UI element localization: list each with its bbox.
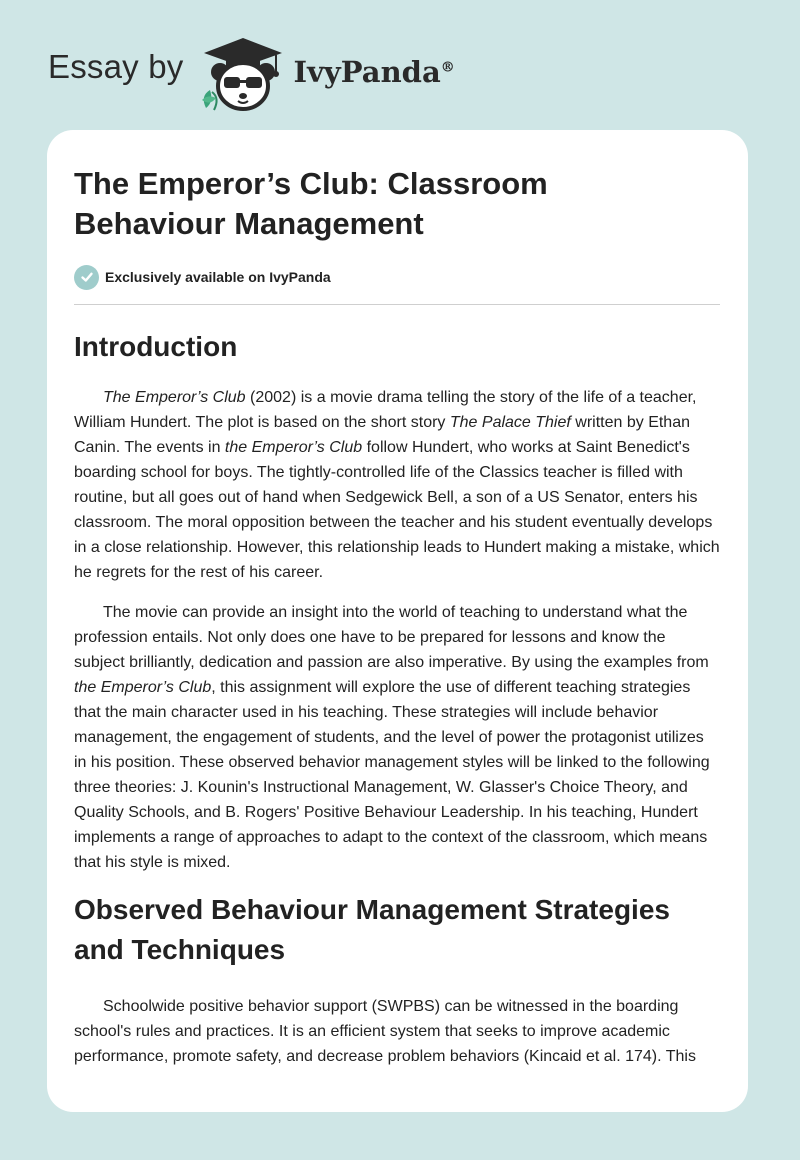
panda-graduate-logo-icon[interactable]: [198, 34, 288, 114]
check-circle-icon: [74, 265, 99, 290]
essay-by-label: Essay by: [48, 48, 184, 85]
section-heading-introduction: Introduction: [74, 331, 238, 362]
page-title: The Emperor’s Club: Classroom Behaviour Management: [74, 166, 548, 241]
divider: [74, 304, 720, 305]
observed-paragraph-1: Schoolwide positive behavior support (SWPBS) can be witnessed in the boarding school's rules and practices. It is an efficient system that seeks to improve academic performance, promote safety, and decrease problem behaviors (Kincaid et al. 174). This: [74, 998, 696, 1065]
section-heading-observed-strategies: Observed Behaviour Management Strategies and Techniques: [74, 894, 670, 965]
essay-card: [47, 130, 748, 1112]
ivypanda-wordmark[interactable]: IvyPanda®: [293, 55, 455, 89]
intro-paragraph-2: The movie can provide an insight into the world of teaching to understand what the profession entails. Not only does one have to be prepared for lessons and know the subject brilliantly, dedication and passion are also imperative. By using the examples from the Emperor’s Club, this assignment will explore the use of different teaching strategies that the main character used in his teaching. These strategies will include behavior management, the engagement of students, and the level of power the protagonist utilizes in his position. These observed behavior management styles will be linked to the following three theories: J. Kounin's Instructional Management, W. Glasser's Choice Theory, and Quality Schools, and B. Rogers' Positive Behaviour Leadership. In his teaching, Hundert implements a range of approaches to adapt to the context of the classroom, which means that his style is mixed.: [74, 604, 710, 871]
exclusive-badge: [74, 264, 720, 290]
intro-paragraph-1: The Emperor’s Club (2002) is a movie drama telling the story of the life of a teacher, William Hundert. The plot is based on the short story The Palace Thief written by Ethan Canin. The events in the Emperor’s Club follow Hundert, who works at Saint Benedict's boarding school for boys. The tightly-controlled life of the Classics teacher is filled with routine, but all goes out of hand when Sedgewick Bell, a son of a US Senator, enters his classroom. The moral opposition between the teacher and his student eventually develops in a close relationship. However, this relationship leads to Hundert making a mistake, which he regrets for the rest of his career.: [74, 389, 720, 581]
exclusive-label: Exclusively available on IvyPanda: [105, 269, 331, 285]
brand-header: [48, 34, 455, 114]
